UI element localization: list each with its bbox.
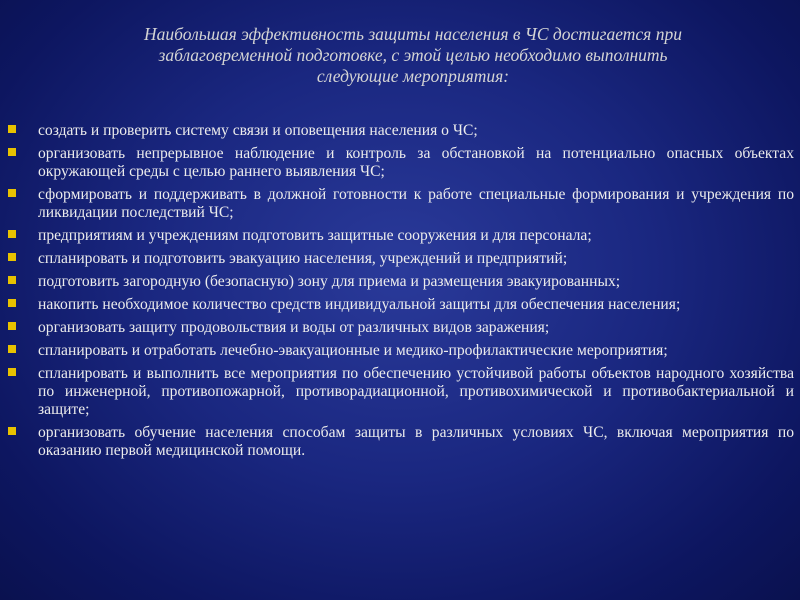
bullet-icon: [8, 345, 16, 353]
bullet-icon: [8, 276, 16, 284]
slide-title: [58, 24, 768, 87]
list-item-text: организовать защиту продовольствия и воды от различных видов заражения;: [38, 319, 550, 336]
list-item-text: организовать непрерывное наблюдение и контроль за обстановкой на потенциально опасных объектах окружающей среды с целью раннего выявления ЧС;: [38, 145, 794, 180]
bullet-icon: [8, 148, 16, 156]
list-item-text: подготовить загородную (безопасную) зону для приема и размещения эвакуированных;: [38, 273, 621, 290]
list-item-text: спланировать и выполнить все мероприятия по обеспечению устойчивой работы объектов народного хозяйства по инженерной, противопожарной, противорадиационной, противохимической и противобактериальной и защите;: [38, 365, 794, 418]
list-item: [8, 186, 794, 222]
bullet-icon: [8, 189, 16, 197]
list-item-text: спланировать и отработать лечебно-эвакуационные и медико-профилактические мероприятия;: [38, 342, 668, 359]
list-item-text: организовать обучение населения способам защиты в различных условиях ЧС, включая мероприятия по оказанию первой медицинской помощи.: [38, 424, 794, 459]
list-item-text: спланировать и подготовить эвакуацию населения, учреждений и предприятий;: [38, 250, 568, 267]
list-item: [8, 342, 794, 360]
list-item: [8, 319, 794, 337]
list-item: [8, 250, 794, 268]
measures-list: [8, 122, 794, 465]
list-item-text: накопить необходимое количество средств индивидуальной защиты для обеспечения населения;: [38, 296, 681, 313]
list-item: [8, 145, 794, 181]
bullet-icon: [8, 322, 16, 330]
list-item-text: предприятиям и учреждениям подготовить защитные сооружения и для персонала;: [38, 227, 592, 244]
title-line-3: следующие мероприятия:: [316, 66, 510, 86]
list-item: [8, 227, 794, 245]
list-item: [8, 273, 794, 291]
bullet-icon: [8, 427, 16, 435]
bullet-icon: [8, 253, 16, 261]
list-item: [8, 122, 794, 140]
bullet-icon: [8, 368, 16, 376]
title-line-2: заблаговременной подготовке, с этой целью необходимо выполнить: [158, 45, 668, 65]
list-item-text: сформировать и поддерживать в должной готовности к работе специальные формирования и учреждения по ликвидации последствий ЧС;: [38, 186, 794, 221]
bullet-icon: [8, 230, 16, 238]
list-item: [8, 365, 794, 419]
list-item: [8, 296, 794, 314]
bullet-icon: [8, 125, 16, 133]
title-line-1: Наибольшая эффективность защиты населения в ЧС достигается при: [144, 24, 682, 44]
list-item-text: создать и проверить систему связи и оповещения населения о ЧС;: [38, 122, 478, 139]
bullet-icon: [8, 299, 16, 307]
list-item: [8, 424, 794, 460]
